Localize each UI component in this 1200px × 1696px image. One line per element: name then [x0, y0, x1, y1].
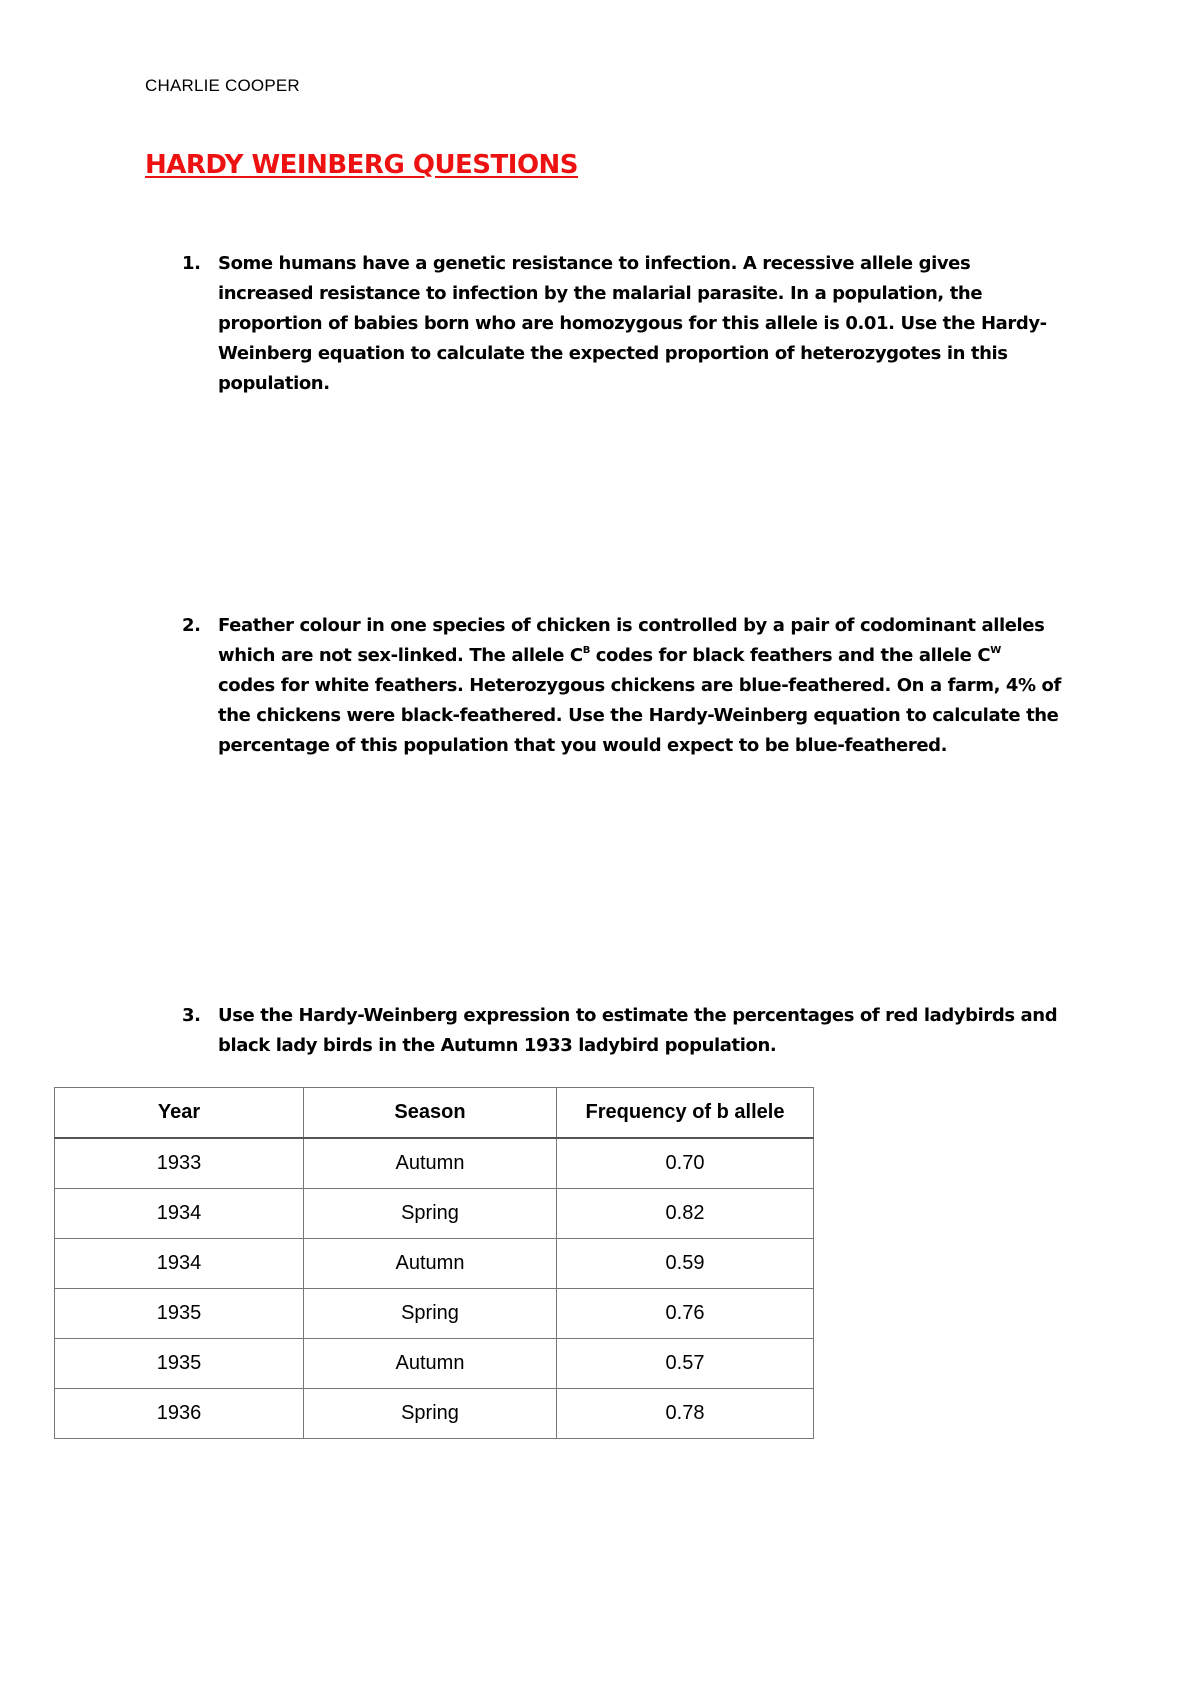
cell-season: Autumn: [304, 1239, 557, 1289]
cell-year: 1934: [55, 1189, 304, 1239]
cell-season: Spring: [304, 1189, 557, 1239]
cell-year: 1935: [55, 1289, 304, 1339]
question-number: 1.: [182, 253, 201, 274]
question-2: [182, 611, 1062, 761]
question-1: [182, 249, 1062, 399]
table-row: [55, 1189, 814, 1239]
cell-frequency: 0.57: [557, 1339, 814, 1389]
table-header-row: [55, 1088, 814, 1139]
cell-year: 1936: [55, 1389, 304, 1439]
cell-season: Autumn: [304, 1339, 557, 1389]
question-text: Use the Hardy-Weinberg expression to estimate the percentages of red ladybirds and black lady birds in the Autumn 1933 ladybird population.: [218, 1005, 1058, 1056]
cell-year: 1934: [55, 1239, 304, 1289]
allele-superscript-b: B: [582, 645, 590, 656]
table-row: [55, 1339, 814, 1389]
column-header-year: Year: [55, 1088, 304, 1139]
question-text: [218, 611, 1062, 761]
allele-superscript-w: W: [990, 645, 1001, 656]
question-text-part: Feather colour in one species of chicken is controlled by a pair of codominant alleles which are not sex-linked. The allele C: [218, 615, 1045, 666]
author-name: CHARLIE COOPER: [145, 76, 300, 95]
cell-frequency: 0.76: [557, 1289, 814, 1339]
question-3: [182, 1001, 1062, 1061]
question-text-part: codes for black feathers and the allele C: [589, 645, 991, 666]
cell-frequency: 0.78: [557, 1389, 814, 1439]
table-row: [55, 1389, 814, 1439]
cell-frequency: 0.59: [557, 1239, 814, 1289]
cell-frequency: 0.70: [557, 1138, 814, 1189]
table-row: [55, 1138, 814, 1189]
cell-season: Spring: [304, 1289, 557, 1339]
question-text-part: codes for white feathers. Heterozygous chickens are blue-feathered. On a farm, 4% of the chickens were black-feathered. Use the Hardy-Weinberg equation to calculate the percentage of this population that you would expect to be blue-feathered.: [218, 675, 1061, 756]
cell-year: 1933: [55, 1138, 304, 1189]
column-header-season: Season: [304, 1088, 557, 1139]
page-title: HARDY WEINBERG QUESTIONS: [145, 150, 579, 180]
table-row: [55, 1239, 814, 1289]
cell-frequency: 0.82: [557, 1189, 814, 1239]
question-text: Some humans have a genetic resistance to infection. A recessive allele gives increased resistance to infection by the malarial parasite. In a population, the proportion of babies born who are homozygous for this allele is 0.01. Use the Hardy-Weinberg equation to calculate the expected proportion of heterozygotes in this population.: [218, 253, 1047, 394]
cell-season: Spring: [304, 1389, 557, 1439]
question-number: 3.: [182, 1005, 201, 1026]
allele-frequency-table: [54, 1087, 814, 1439]
cell-season: Autumn: [304, 1138, 557, 1189]
question-number: 2.: [182, 615, 201, 636]
column-header-frequency: Frequency of b allele: [557, 1088, 814, 1139]
cell-year: 1935: [55, 1339, 304, 1389]
table-row: [55, 1289, 814, 1339]
